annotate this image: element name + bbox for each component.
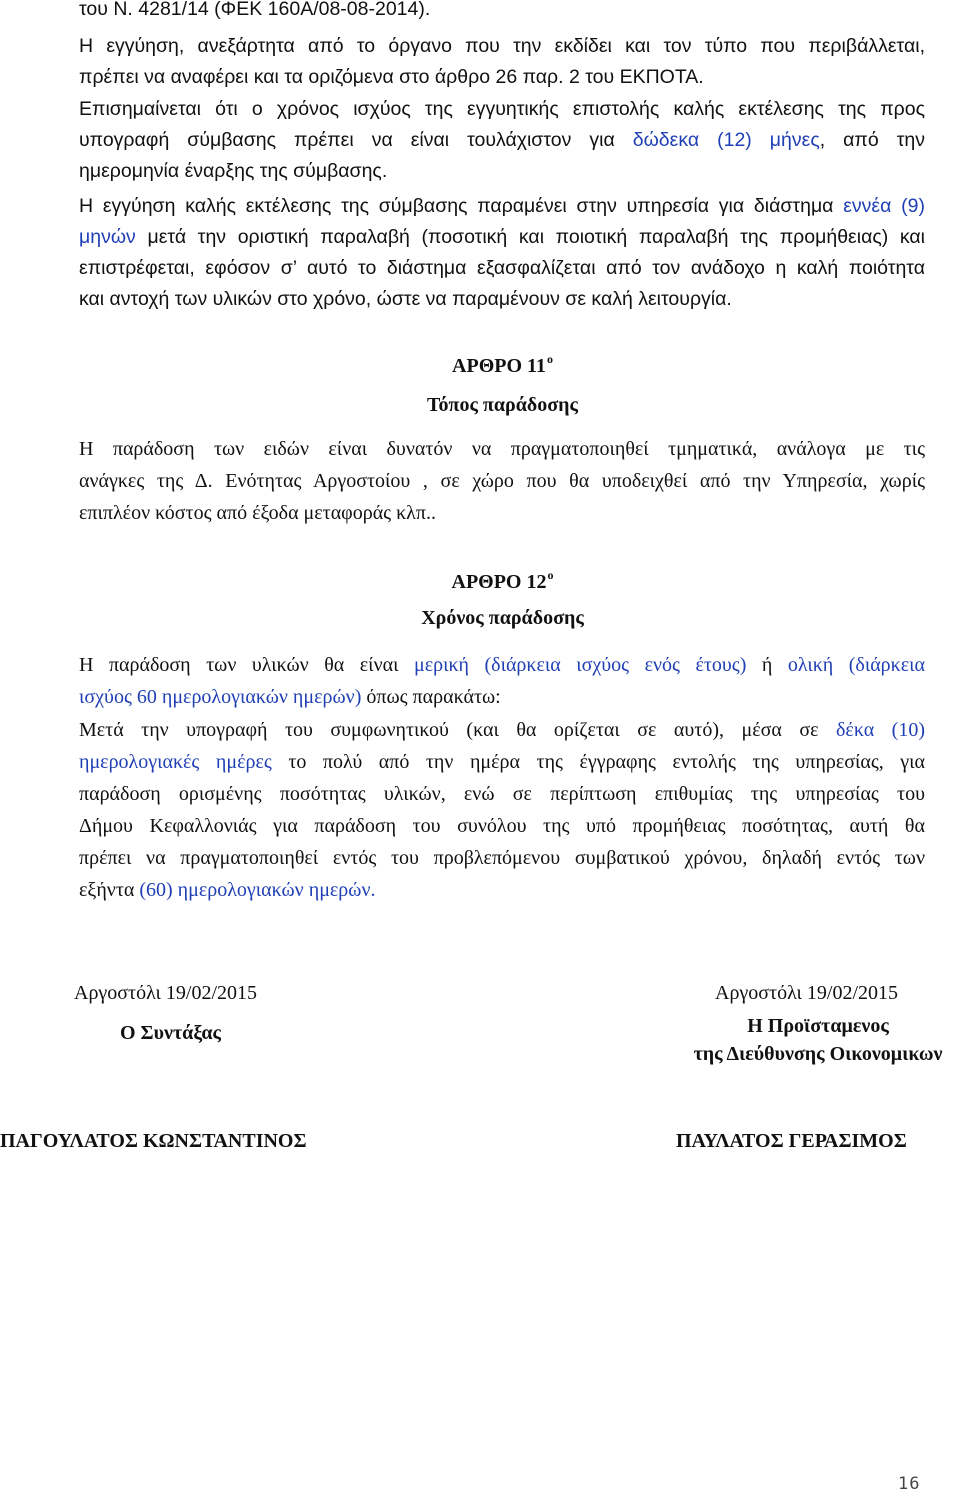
retention-paragraph: Η εγγύηση καλής εκτέλεσης της σύμβασης παραμένει στην υπηρεσία για διάστημα εννέα (9) μηνών μετά την οριστική παραλαβή (ποσοτική και ποιοτική παραλαβή της προμήθειας) και επιστρέφεται, εφόσον σ’ αυτό το διάστημα εξασφαλίζεται από τον ανάδοχο η καλή ποιότητα και αντοχή των υλικών στο χρόνο, ώστε να παραμένουν σε καλή λειτουργία.: [79, 191, 925, 315]
p2-line-1: Μετά την υπογραφή του συμφωνητικού (και θα ορίζεται σε αυτό), μέσα σε δέκα (10): [79, 719, 925, 741]
validity-line-2: υπογραφή σύμβασης πρέπει να είναι τουλάχιστον για δώδεκα (12) μήνες, από την: [79, 129, 925, 151]
page-number: 16: [898, 1474, 921, 1494]
article-11-subtitle: Τόπος παράδοσης: [427, 394, 578, 416]
full-delivery-highlight: ολική (διάρκεια: [787, 654, 925, 676]
retention-line-1: Η εγγύηση καλής εκτέλεσης της σύμβασης παραμένει στην υπηρεσία για διάστημα εννέα (9): [79, 195, 925, 217]
guarantee-paragraph: Η εγγύηση, ανεξάρτητα από το όργανο που την εκδίδει και τον τύπο που περιβάλλεται, πρέπει να αναφέρει και τα οριζόμενα στο άρθρο 26 παρ. 2 του ΕΚΠΟΤΑ.: [79, 35, 925, 88]
article-12-paragraph-2: Μετά την υπογραφή του συμφωνητικού (και θα ορίζεται σε αυτό), μέσα σε δέκα (10) ημερολογιακές ημέρες το πολύ από την ημέρα της έγγραφης εντολής της υπηρεσίας, για παράδοση ορισμένης ποσότητας υλικών, ενώ σε περίπτωση επιθυμίας της υπηρεσίας του Δήμου Κεφαλλονιάς για παράδοση του συνόλου της υπό προμήθειας ποσότητας, αυτή θα πρέπει να πραγματοποιηθεί εντός του προβλεπόμενου συμβατικού χρόνου, δηλαδή εντός των εξήντα (60) ημερολογιακών ημερών.: [79, 714, 925, 906]
article-12-paragraph-1: [79, 649, 925, 713]
sixty-days-highlight: (60) ημερολογιακών ημερών.: [139, 879, 376, 901]
delivery-line-2: ισχύος 60 ημερολογιακών ημερών) όπως παρακάτω:: [79, 686, 501, 708]
retention-line-2: μηνών μετά την οριστική παραλαβή (ποσοτική και ποιοτική παραλαβή της προμήθειας) και: [79, 226, 926, 248]
delivery-line-1: Η παράδοση των υλικών θα είναι μερική (διάρκεια ισχύος ενός έτους) ή ολική (διάρκεια: [79, 654, 925, 676]
fragment-top: του Ν. 4281/14 (ΦΕΚ 160Α/08-08-2014).: [79, 0, 431, 20]
article-11-title: ΑΡΘΡΟ $11^o$: [452, 352, 553, 377]
right-signer-name: ΠΑΥΛΑΤΟΣ ΓΕΡΑΣΙΜΟΣ: [676, 1130, 907, 1152]
article-12-title: ΑΡΘΡΟ $12^o$: [451, 568, 554, 593]
p2-line-2: ημερολογιακές ημέρες το πολύ από την ημέρα της έγγραφης εντολής της υπηρεσίας, για: [79, 751, 926, 773]
nine-months-highlight: εννέα (9): [843, 195, 925, 217]
validity-paragraph: Επισημαίνεται ότι ο χρόνος ισχύος της εγγυητικής επιστολής καλής εκτέλεσης της προς υπογραφή σύμβασης πρέπει να είναι τουλάχιστον για δώδεκα (12) μήνες, από την ημερομηνία έναρξης της σύμβασης.: [79, 98, 925, 182]
left-place-date: Αργοστόλι 19/02/2015: [74, 982, 258, 1004]
left-signer-role: Ο Συντάξας: [120, 1022, 221, 1044]
left-signer-name: ΠΑΓΟΥΛΑΤΟΣ ΚΩΝΣΤΑΝΤΙΝΟΣ: [0, 1130, 307, 1152]
duration-highlight: δώδεκα (12) μήνες: [632, 129, 820, 151]
article-12-subtitle: Χρόνος παράδοσης: [421, 607, 584, 629]
partial-delivery-highlight: μερική (διάρκεια ισχύος ενός έτους): [413, 654, 747, 676]
ten-days-highlight: δέκα (10): [836, 719, 925, 741]
right-signer-role: Η Προϊσταμενος της Διεύθυνσης Οικονομικων: [693, 1015, 943, 1065]
p2-line-6: εξήντα (60) ημερολογιακών ημερών.: [79, 879, 376, 901]
article-11-body: Η παράδοση των ειδών είναι δυνατόν να πραγματοποιηθεί τμηματικά, ανάλογα με τις ανάγκες της Δ. Ενότητας Αργοστοίου , σε χώρο που θα υποδειχθεί από την Υπηρεσία, χωρίς επιπλέον κόστος από έξοδα μεταφοράς κλπ..: [79, 438, 925, 524]
right-place-date: Αργοστόλι 19/02/2015: [715, 982, 899, 1004]
